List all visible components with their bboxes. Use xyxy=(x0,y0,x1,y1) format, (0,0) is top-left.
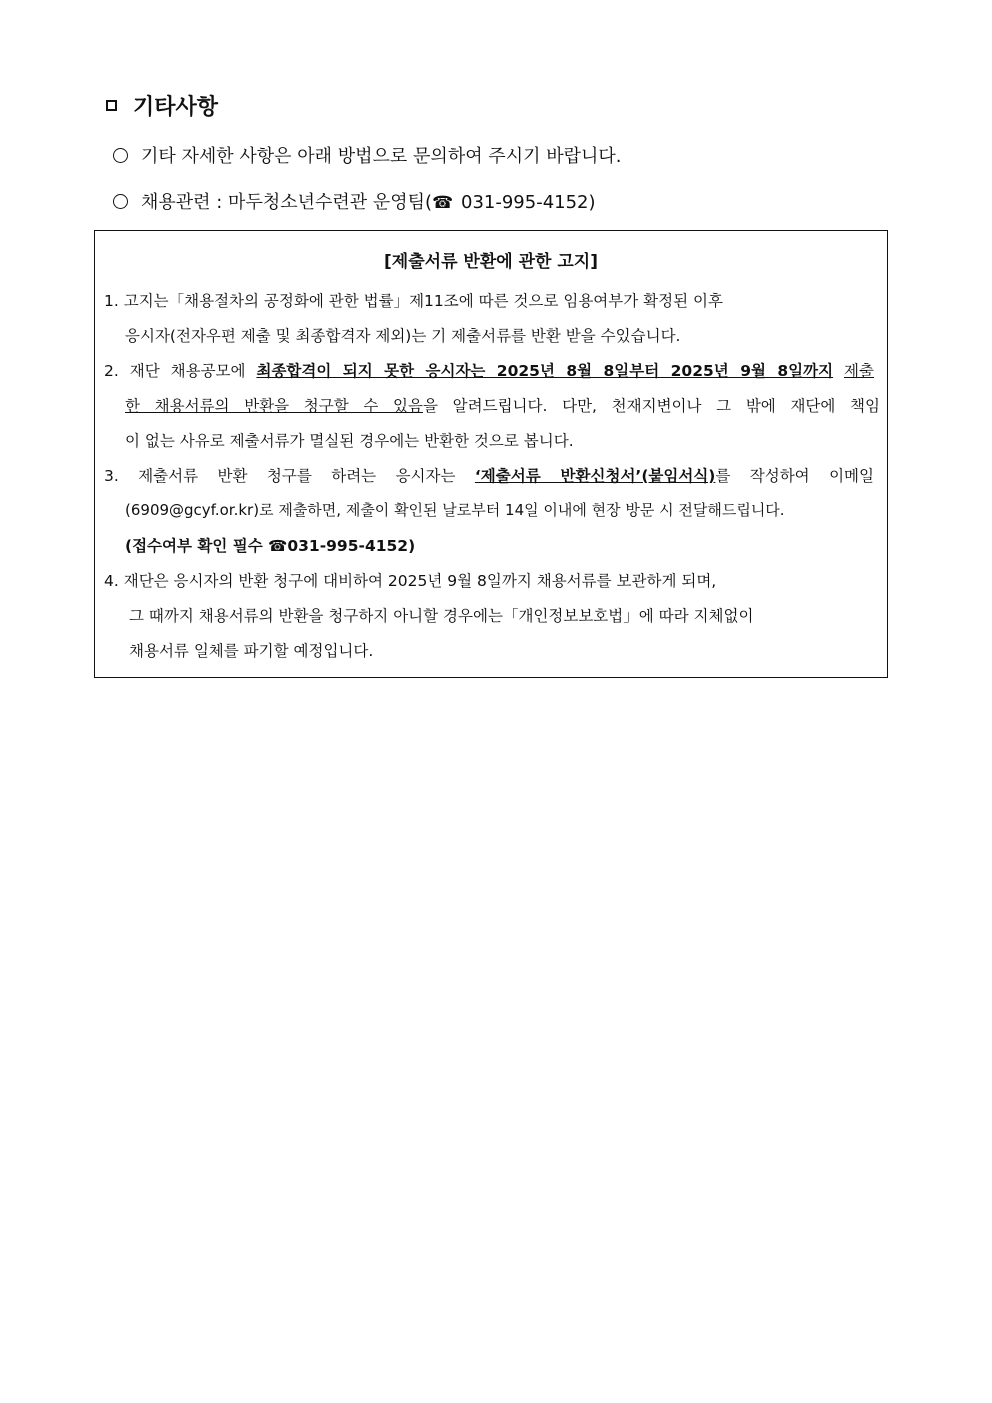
contact-phone: 031-995-4152) xyxy=(455,192,596,213)
item3-prefix: 3. 제출서류 반환 청구를 하려는 응시자는 xyxy=(104,467,475,485)
notice-item-2-line-3: 이 없는 사유로 제출서류가 멸실된 경우에는 반환한 것으로 봅니다. xyxy=(125,432,574,450)
notice-item-4-line-1: 4. 재단은 응시자의 반환 청구에 대비하여 2025년 9월 8일까지 채용서류를 보관하게 되며, xyxy=(104,572,717,590)
bullet-item-contact xyxy=(113,188,596,214)
notice-item-2-line-2 xyxy=(125,394,880,416)
bullet-item-inquiry xyxy=(113,142,621,168)
contact-label: 채용관련 : 마두청소년수련관 운영팀( xyxy=(141,192,433,213)
notice-item-3-line-3: (접수여부 확인 필수 ☎031-995-4152) xyxy=(125,537,416,555)
notice-item-1-line-2: 응시자(전자우편 제출 및 최종합격자 제외)는 기 제출서류를 반환 받을 수있습니다. xyxy=(125,327,681,345)
section-heading xyxy=(106,90,218,121)
notice-item-3-line-2: (6909@gcyf.or.kr)로 제출하면, 제출이 확인된 날로부터 14일 이내에 현장 방문 시 전달해드립니다. xyxy=(125,501,785,519)
notice-box xyxy=(94,230,888,678)
circle-bullet-icon xyxy=(113,194,128,209)
item2-prefix: 2. 재단 채용공모에 xyxy=(104,362,257,380)
notice-item-4-line-2: 그 때까지 채용서류의 반환을 청구하지 아니할 경우에는「개인정보보호법」에 따라 지체없이 xyxy=(129,607,754,625)
phone-icon: ☎ xyxy=(432,193,454,213)
circle-bullet-icon xyxy=(113,148,128,163)
item3-suffix: 를 작성하여 이메일 xyxy=(715,467,874,485)
item3-form-name: ‘제출서류 반환신청서’(붙임서식) xyxy=(474,467,716,485)
section-title: 기타사항 xyxy=(133,95,219,120)
item2-underline-start: 제출 xyxy=(844,362,874,380)
notice-title: [제출서류 반환에 관한 고지] xyxy=(384,252,598,272)
item2-emphasis: 최종합격이 되지 못한 응시자는 2025년 8월 8일부터 2025년 9월 8일까지 xyxy=(256,362,834,380)
notice-item-3-line-1 xyxy=(104,464,874,486)
square-bullet-icon xyxy=(106,100,117,111)
item2-rest: 을 알려드립니다. 다만, 천재지변이나 그 밖에 재단에 책임 xyxy=(423,397,880,415)
notice-item-4-line-3: 채용서류 일체를 파기할 예정입니다. xyxy=(129,642,374,660)
bullet-text: 기타 자세한 사항은 아래 방법으로 문의하여 주시기 바랍니다. xyxy=(141,146,622,167)
item2-underline-end: 한 채용서류의 반환을 청구할 수 있음 xyxy=(125,397,423,415)
notice-item-1-line-1: 1. 고지는「채용절차의 공정화에 관한 법률」제11조에 따른 것으로 임용여부가 확정된 이후 xyxy=(104,292,723,310)
notice-item-2-line-1 xyxy=(104,359,874,381)
